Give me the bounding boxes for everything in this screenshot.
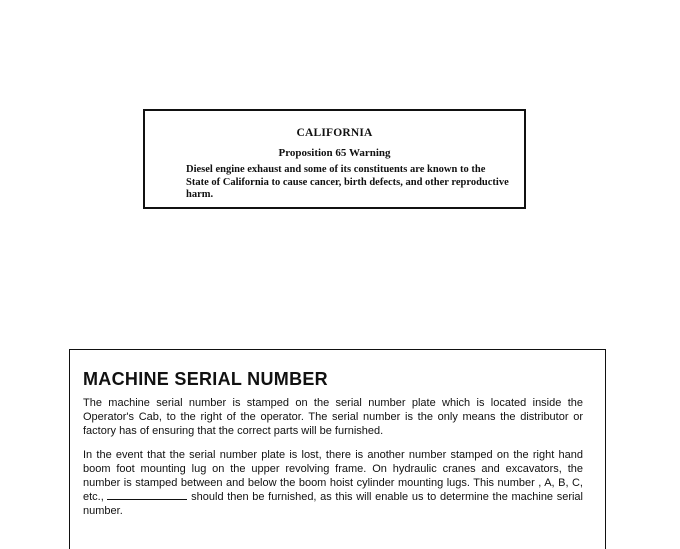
serial-number-section	[69, 349, 606, 549]
warning-body: Diesel engine exhaust and some of its constituents are known to the State of California to cause cancer, birth defects, and other reproductive harm.	[186, 164, 509, 200]
serial-blank-line	[107, 490, 187, 500]
section-heading: MACHINE SERIAL NUMBER	[83, 369, 328, 389]
warning-title: CALIFORNIA	[296, 127, 373, 139]
paragraph-2-text-end: should then be furnished, as this will enable us to determine the machine serial number.	[83, 491, 583, 517]
serial-paragraph-1: The machine serial number is stamped on the serial number plate which is located inside the Operator's Cab, to the right of the operator. The serial number is the only means the distributor or factory has of ensuring that the correct parts will be furnished.	[83, 397, 583, 437]
warning-subtitle: Proposition 65 Warning	[278, 147, 391, 159]
prop65-warning-box	[143, 109, 526, 209]
paragraph-2-text-start: In the event that the serial number plate is lost, there is another number stamped on the right hand boom foot mounting lug on the upper revolving frame. On hydraulic cranes and excavators, the number is stamped between and below the boom hoist cylinder mounting lugs. This number , A, B, C, etc.,	[83, 449, 583, 503]
serial-paragraph-2	[83, 448, 583, 518]
